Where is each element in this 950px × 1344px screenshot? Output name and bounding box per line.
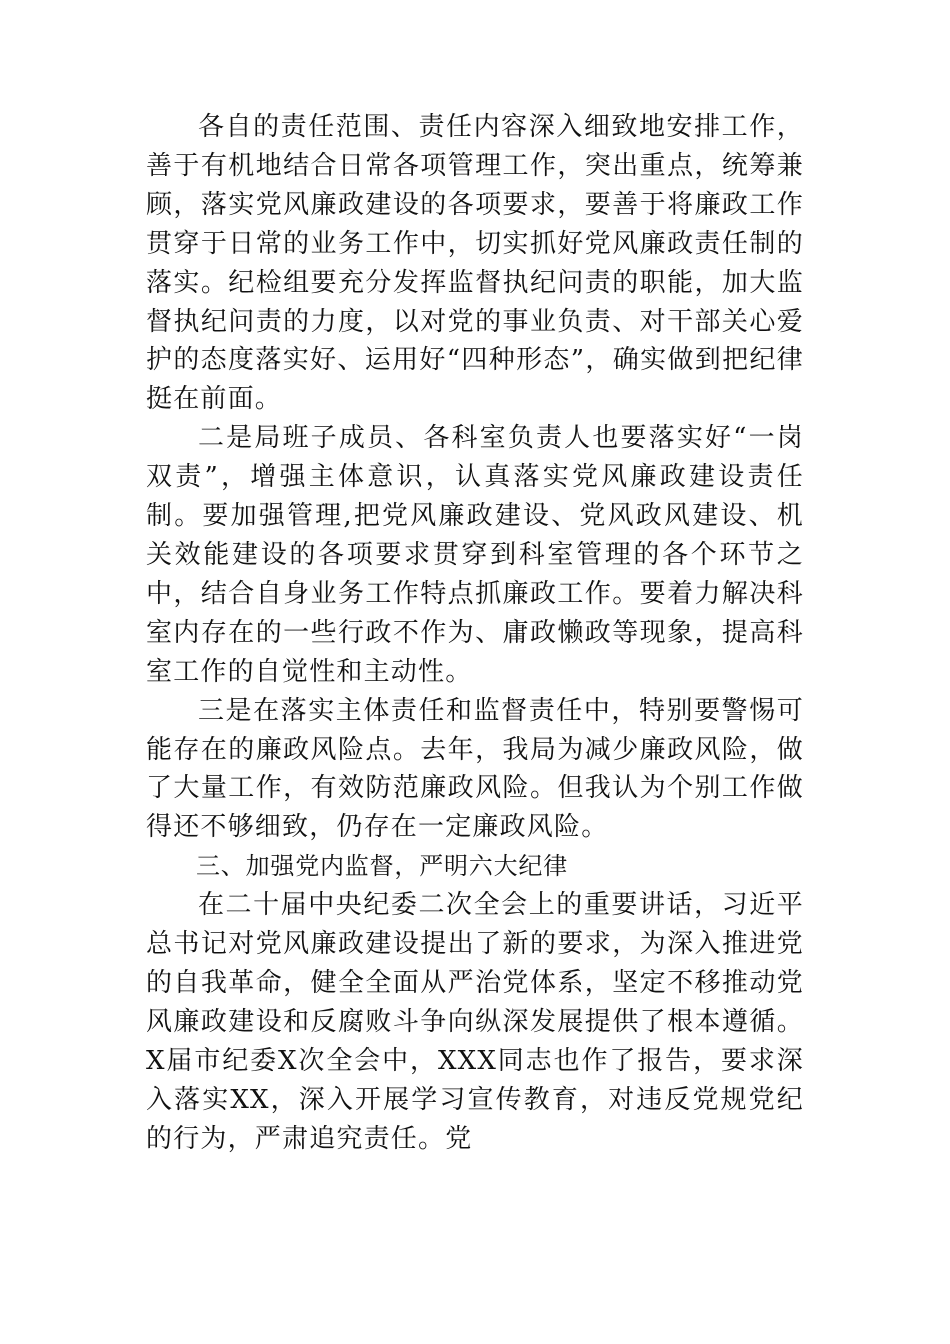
paragraph-one-post-two-duties: 二是局班子成员、各科室负责人也要落实好“一岗双责”，增强主体意识，认真落实党风廉政建设责任制。要加强管理,把党风廉政建设、党风政风建设、机关效能建设的各项要求贯穿到科室管理的各个环节之中，结合自身业务工作特点抓廉政工作。要着力解决科室内存在的一些行政不作为、庸政懒政等现象，提高科室工作的自觉性和主动性。 [146, 423, 804, 687]
paragraph-responsibility-scope: 各自的责任范围、责任内容深入细致地安排工作，善于有机地结合日常各项管理工作，突出重点，统筹兼顾，落实党风廉政建设的各项要求，要善于将廉政工作贯穿于日常的业务工作中，切实抓好党风廉政责任制的落实。纪检组要充分发挥监督执纪问责的职能，加大监督执纪问责的力度，以对党的事业负责、对干部关心爱护的态度落实好、运用好“四种形态”，确实做到把纪律挺在前面。 [146, 112, 804, 415]
paragraph-discipline-commission: 在二十届中央纪委二次全会上的重要讲话，习近平总书记对党风廉政建设提出了新的要求，为深入推进党的自我革命，健全全面从严治党体系，坚定不移推动党风廉政建设和反腐败斗争向纵深发展提供了根本遵循。X届市纪委X次全会中，XXX同志也作了报告，要求深入落实XX，深入开展学习宣传教育，对违反党规党纪的行为，严肃追究责任。党 [146, 890, 804, 1154]
document-page [146, 108, 804, 1158]
paragraph-integrity-risk: 三是在落实主体责任和监督责任中，特别要警惕可能存在的廉政风险点。去年，我局为减少廉政风险，做了大量工作，有效防范廉政风险。但我认为个别工作做得还不够细致，仍存在一定廉政风险。 [146, 695, 804, 843]
section-heading-party-supervision: 三、加强党内监督，严明六大纪律 [196, 852, 568, 881]
